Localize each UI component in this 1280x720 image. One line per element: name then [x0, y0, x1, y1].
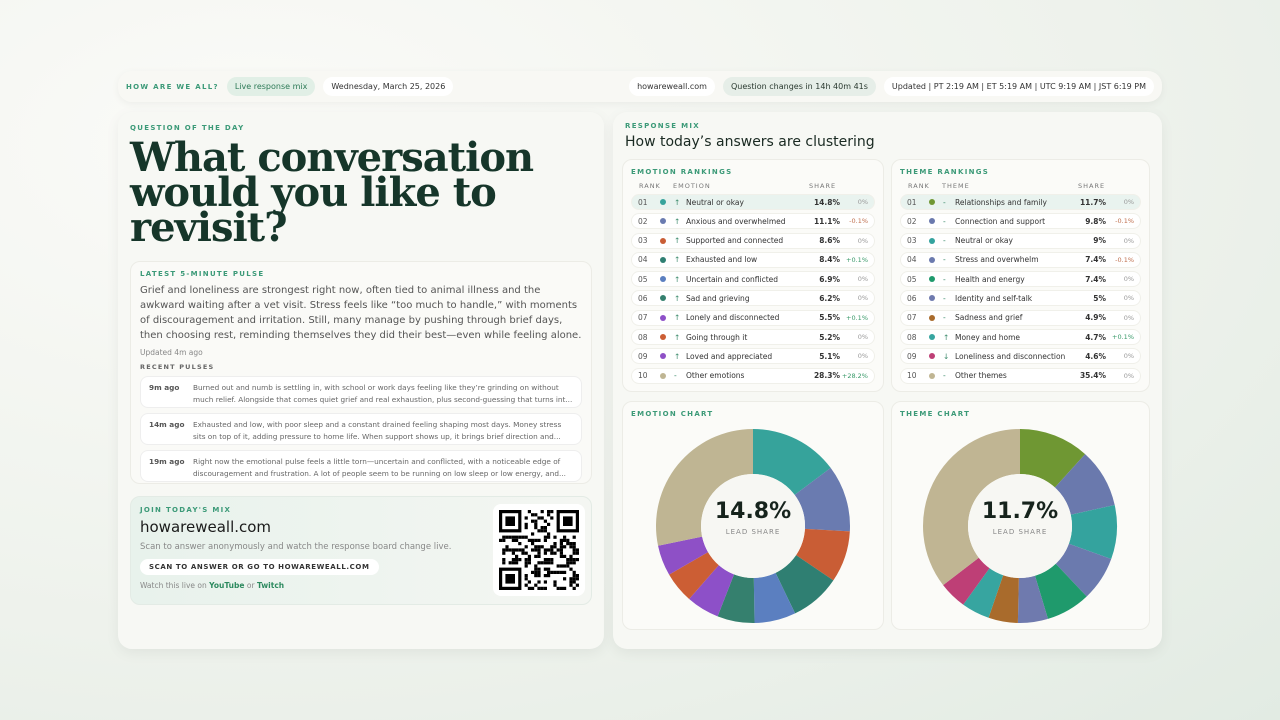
- row-name: Other emotions: [686, 371, 745, 381]
- watch-prefix: Watch this live on: [140, 581, 207, 590]
- scan-button[interactable]: SCAN TO ANSWER OR GO TO HOWAREWEALL.COM: [140, 559, 379, 575]
- row-share: 11.7%: [1079, 197, 1106, 207]
- trend-icon: -: [943, 236, 946, 246]
- rank: 01: [638, 197, 648, 207]
- row-delta: 0%: [1123, 371, 1134, 380]
- row-name: Loneliness and disconnection: [955, 351, 1066, 361]
- ranking-row[interactable]: [631, 213, 875, 229]
- row-delta: 0%: [1123, 236, 1134, 245]
- lead-share-label: LEAD SHARE: [992, 528, 1048, 536]
- color-dot-icon: [660, 257, 666, 263]
- row-name: Connection and support: [955, 216, 1046, 226]
- pulse-card: [130, 261, 592, 484]
- trend-icon: -: [943, 313, 946, 323]
- live-mode-badge: Live response mix: [227, 77, 316, 96]
- theme-rankings: [891, 159, 1150, 392]
- rank: 01: [907, 197, 917, 207]
- rank: 02: [638, 216, 648, 226]
- row-delta: 0%: [857, 333, 868, 342]
- row-name: Neutral or okay: [686, 197, 744, 207]
- trend-icon: ↑: [674, 236, 681, 246]
- col-emotion: EMOTION: [673, 182, 711, 190]
- row-share: 6.2%: [819, 293, 840, 303]
- row-name: Going through it: [686, 332, 748, 342]
- row-share: 8.6%: [819, 236, 840, 246]
- ranking-row[interactable]: [900, 348, 1141, 364]
- emotion-chart-label: EMOTION CHART: [631, 410, 714, 418]
- pulse-summary: Burned out and numb is settling in, with school or work days feeling like they’re grinding on without much relief. Alongside that comes quiet grief and real exhaustion, plus second-guessing that turns int...: [193, 383, 573, 404]
- theme-chart: [891, 401, 1150, 630]
- row-name: Other themes: [955, 371, 1007, 381]
- row-share: 28.3%: [813, 371, 840, 381]
- color-dot-icon: [660, 334, 666, 340]
- color-dot-icon: [660, 315, 666, 321]
- row-delta: 0%: [857, 294, 868, 303]
- join-desc: Scan to answer anonymously and watch the response board change live.: [140, 542, 452, 552]
- trend-icon: -: [943, 255, 946, 265]
- emotion-lead-share: 14.8%: [714, 499, 792, 524]
- trend-icon: ↑: [674, 313, 681, 323]
- twitch-link[interactable]: Twitch: [256, 581, 285, 590]
- row-name: Sad and grieving: [686, 293, 750, 303]
- trend-icon: ↑: [674, 332, 681, 342]
- row-delta: -0.1%: [849, 217, 868, 226]
- color-dot-icon: [660, 295, 666, 301]
- ranking-row[interactable]: [900, 252, 1141, 268]
- mix-title: How today’s answers are clustering: [625, 134, 875, 150]
- row-share: 9.8%: [1085, 216, 1106, 226]
- color-dot-icon: [929, 315, 935, 321]
- row-delta: 0%: [857, 352, 868, 361]
- row-share: 6.9%: [819, 274, 840, 284]
- col-rank: RANK: [639, 182, 661, 190]
- trend-icon: -: [943, 197, 946, 207]
- row-delta: +28.2%: [841, 371, 868, 380]
- rank: 06: [638, 293, 648, 303]
- pulse-summary: Right now the emotional pulse feels a little torn—uncertain and conflicted, with a noticeable edge of discouragement and frustration. A lot of people seem to be running on low sleep or low energy, and...: [193, 457, 566, 478]
- row-name: Money and home: [955, 332, 1021, 342]
- color-dot-icon: [929, 373, 935, 379]
- row-share: 5.2%: [819, 332, 840, 342]
- brand: HOW ARE WE ALL?: [126, 82, 219, 91]
- ranking-row[interactable]: [631, 368, 875, 384]
- or-text: or: [246, 581, 255, 590]
- ranking-row[interactable]: [900, 310, 1141, 326]
- row-share: 4.6%: [1085, 351, 1106, 361]
- ranking-row[interactable]: [900, 194, 1141, 210]
- rank: 04: [638, 255, 648, 265]
- pulse-time: 9m ago: [149, 383, 180, 392]
- trend-icon: -: [674, 371, 677, 381]
- rank: 06: [907, 293, 917, 303]
- row-delta: 0%: [1123, 275, 1134, 284]
- question-text: What conversation would you like to revisit?: [130, 134, 534, 251]
- ranking-row[interactable]: [900, 271, 1141, 287]
- rank: 05: [638, 274, 648, 284]
- ranking-row[interactable]: [900, 290, 1141, 306]
- row-name: Relationships and family: [955, 197, 1047, 207]
- color-dot-icon: [660, 353, 666, 359]
- row-delta: +0.1%: [1112, 333, 1134, 342]
- rank: 05: [907, 274, 917, 284]
- pulse-time: 19m ago: [149, 457, 185, 466]
- date: Wednesday, March 25, 2026: [323, 77, 453, 96]
- rank: 02: [907, 216, 917, 226]
- row-delta: +0.1%: [846, 255, 868, 264]
- theme-chart-label: THEME CHART: [900, 410, 971, 418]
- row-delta: 0%: [857, 275, 868, 284]
- row-name: Supported and connected: [686, 236, 784, 246]
- rank: 03: [907, 236, 917, 246]
- ranking-row[interactable]: [631, 252, 875, 268]
- theme-lead-share: 11.7%: [981, 499, 1059, 524]
- color-dot-icon: [929, 334, 935, 340]
- rank: 04: [907, 255, 917, 265]
- site-link[interactable]: howareweall.com: [629, 77, 715, 96]
- color-dot-icon: [660, 238, 666, 244]
- color-dot-icon: [660, 199, 666, 205]
- row-name: Lonely and disconnected: [686, 313, 780, 323]
- ranking-row[interactable]: [900, 213, 1141, 229]
- rank: 09: [638, 351, 648, 361]
- ranking-row[interactable]: [900, 233, 1141, 249]
- row-delta: 0%: [1123, 352, 1134, 361]
- row-share: 35.4%: [1079, 371, 1106, 381]
- mix-label: RESPONSE MIX: [625, 122, 700, 130]
- color-dot-icon: [660, 276, 666, 282]
- row-name: Identity and self-talk: [955, 293, 1033, 303]
- question-panel: [118, 112, 604, 649]
- row-share: 5.5%: [819, 313, 840, 323]
- updated-times: Updated | PT 2:19 AM | ET 5:19 AM | UTC 9:19 AM | JST 6:19 PM: [884, 77, 1154, 96]
- ranking-row[interactable]: [631, 310, 875, 326]
- recent-pulse-item: [140, 413, 582, 445]
- rank: 08: [907, 332, 917, 342]
- ranking-row[interactable]: [631, 194, 875, 210]
- qr-code[interactable]: [493, 504, 585, 596]
- question-label: QUESTION OF THE DAY: [130, 124, 245, 132]
- trend-icon: ↑: [674, 351, 681, 361]
- row-delta: 0%: [857, 198, 868, 206]
- top-bar: [118, 71, 1162, 102]
- trend-icon: ↓: [943, 351, 950, 361]
- row-name: Sadness and grief: [955, 313, 1023, 323]
- ranking-row[interactable]: [900, 329, 1141, 345]
- row-delta: +0.1%: [846, 313, 868, 322]
- row-name: Uncertain and conflicted: [686, 274, 779, 284]
- row-delta: -0.1%: [1115, 255, 1134, 264]
- row-name: Loved and appreciated: [686, 351, 773, 361]
- youtube-link[interactable]: YouTube: [209, 581, 245, 590]
- row-name: Anxious and overwhelmed: [686, 216, 786, 226]
- pulse-label: LATEST 5-MINUTE PULSE: [140, 270, 265, 278]
- ranking-row[interactable]: [900, 368, 1141, 384]
- row-name: Stress and overwhelm: [955, 255, 1039, 265]
- rank: 10: [638, 371, 648, 381]
- ranking-row[interactable]: [631, 348, 875, 364]
- trend-icon: -: [943, 293, 946, 303]
- col-share: SHARE: [809, 182, 837, 190]
- theme-rankings-label: THEME RANKINGS: [900, 168, 990, 176]
- color-dot-icon: [929, 199, 935, 205]
- row-delta: -0.1%: [1115, 217, 1134, 226]
- rank: 08: [638, 332, 648, 342]
- pulse-text: Grief and loneliness are strongest right now, often tied to animal illness and the awkward waiting after a vet visit. Stress feels like “too much to handle,” with moments of discouragement and irritation. Still, many manage by pushing through brief days, then choosing rest, reminding themselves they did their best—even while feeling alone.: [140, 285, 582, 341]
- row-share: 9%: [1093, 236, 1106, 246]
- trend-icon: -: [943, 216, 946, 226]
- rank: 07: [907, 313, 917, 323]
- rank: 09: [907, 351, 917, 361]
- emotion-chart: [622, 401, 884, 630]
- join-card: [130, 496, 592, 605]
- row-share: 5%: [1093, 293, 1106, 303]
- col-theme: THEME: [942, 182, 970, 190]
- row-name: Health and energy: [955, 274, 1025, 284]
- row-share: 7.4%: [1085, 274, 1106, 284]
- join-site[interactable]: howareweall.com: [140, 518, 272, 536]
- trend-icon: ↑: [674, 197, 681, 207]
- color-dot-icon: [929, 353, 935, 359]
- pulse-summary: Exhausted and low, with poor sleep and a constant drained feeling shaping most days. Money stress sits on top of it, adding pressure to home life. When support shows up, it brings brief direction and...: [193, 420, 562, 441]
- row-share: 5.1%: [819, 351, 840, 361]
- recent-pulse-item: [140, 450, 582, 482]
- row-name: Exhausted and low: [686, 255, 758, 265]
- response-mix-panel: [613, 112, 1162, 649]
- ranking-row[interactable]: [631, 329, 875, 345]
- color-dot-icon: [929, 238, 935, 244]
- emotion-rankings-label: EMOTION RANKINGS: [631, 168, 733, 176]
- emotion-rankings: [622, 159, 884, 392]
- color-dot-icon: [929, 295, 935, 301]
- row-share: 8.4%: [819, 255, 840, 265]
- row-share: 11.1%: [813, 216, 840, 226]
- row-share: 14.8%: [813, 197, 840, 207]
- trend-icon: ↑: [674, 255, 681, 265]
- row-delta: 0%: [857, 236, 868, 245]
- trend-icon: ↑: [674, 293, 681, 303]
- trend-icon: ↑: [943, 332, 950, 342]
- ranking-row[interactable]: [631, 233, 875, 249]
- rank: 07: [638, 313, 648, 323]
- color-dot-icon: [660, 218, 666, 224]
- trend-icon: -: [943, 371, 946, 381]
- col-rank: RANK: [908, 182, 930, 190]
- pulse-updated: Updated 4m ago: [140, 348, 203, 357]
- ranking-row[interactable]: [631, 271, 875, 287]
- trend-icon: ↑: [674, 216, 681, 226]
- row-delta: 0%: [1123, 313, 1134, 322]
- ranking-row[interactable]: [631, 290, 875, 306]
- lead-share-label: LEAD SHARE: [725, 528, 781, 536]
- col-share: SHARE: [1078, 182, 1106, 190]
- trend-icon: ↑: [674, 274, 681, 284]
- row-name: Neutral or okay: [955, 236, 1013, 246]
- countdown: Question changes in 14h 40m 41s: [723, 77, 876, 96]
- recent-pulses-label: RECENT PULSES: [140, 363, 215, 371]
- color-dot-icon: [929, 257, 935, 263]
- color-dot-icon: [660, 373, 666, 379]
- row-share: 4.9%: [1085, 313, 1106, 323]
- row-delta: 0%: [1123, 294, 1134, 303]
- color-dot-icon: [929, 218, 935, 224]
- row-delta: 0%: [1123, 198, 1134, 206]
- join-label: JOIN TODAY'S MIX: [140, 506, 232, 514]
- row-share: 4.7%: [1085, 332, 1106, 342]
- pulse-time: 14m ago: [149, 420, 185, 429]
- rank: 10: [907, 371, 917, 381]
- recent-pulse-item: [140, 376, 582, 408]
- row-share: 7.4%: [1085, 255, 1106, 265]
- trend-icon: -: [943, 274, 946, 284]
- rank: 03: [638, 236, 648, 246]
- color-dot-icon: [929, 276, 935, 282]
